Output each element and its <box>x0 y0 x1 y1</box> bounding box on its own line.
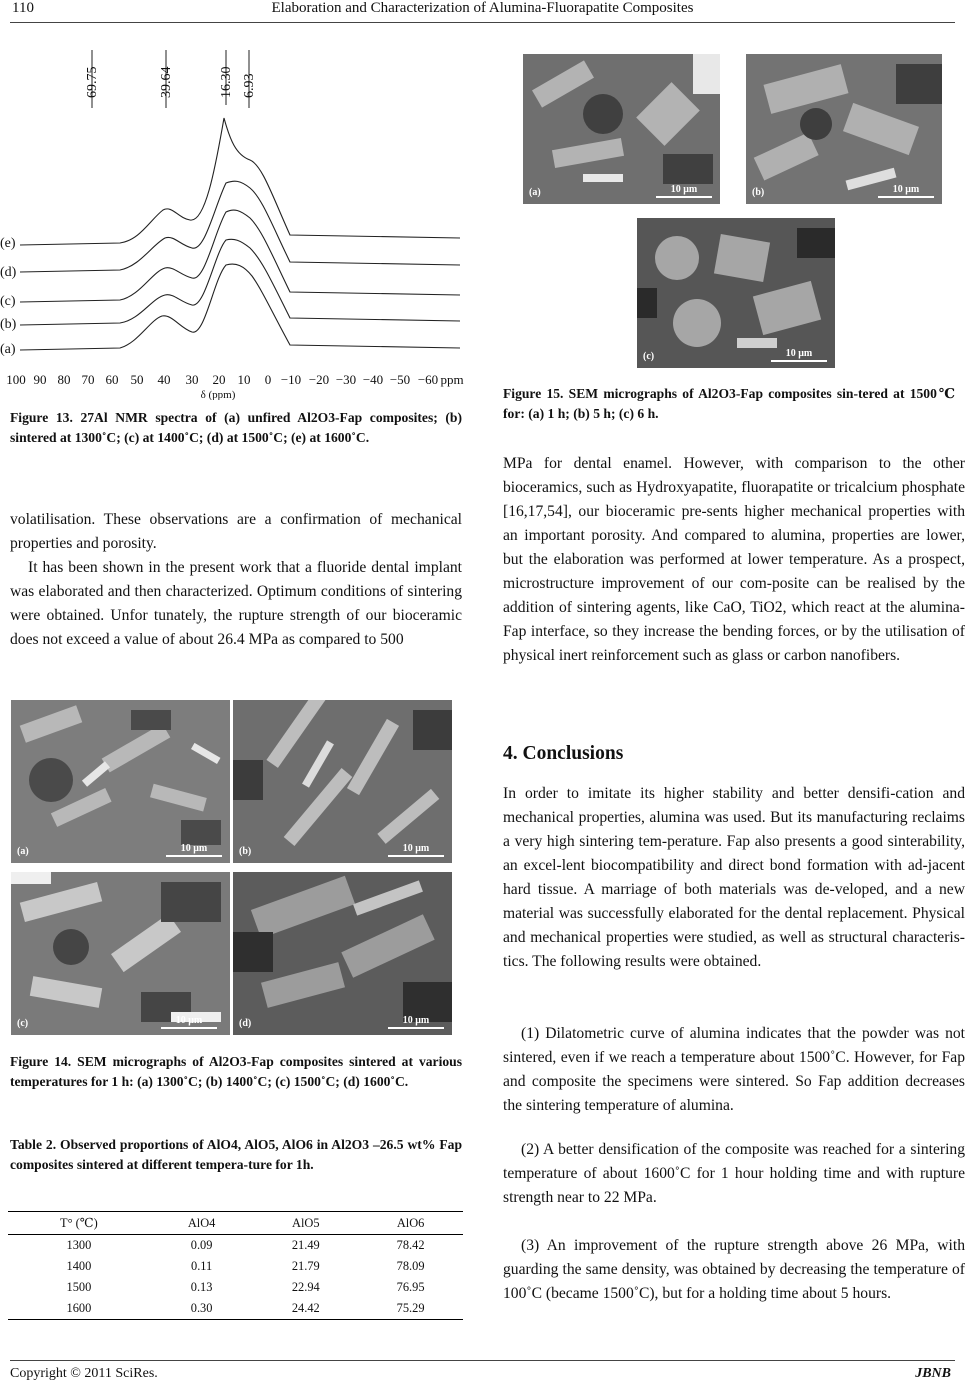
table-cell: 1500 <box>66 1280 92 1294</box>
x-tick: −20 <box>308 372 330 387</box>
table-row <box>8 1298 463 1320</box>
peak-label: 6.93 <box>242 73 257 98</box>
spectrum-d <box>20 181 460 272</box>
x-tick: −30 <box>335 372 357 387</box>
table-cell: 75.29 <box>358 1298 463 1320</box>
section-heading-conclusions: 4. Conclusions <box>503 743 624 764</box>
table-cell: 1600 <box>8 1298 150 1320</box>
curve-label: (e) <box>0 236 16 251</box>
spectrum-e <box>20 118 460 245</box>
figure-15-caption: Figure 15. SEM micrographs of Al2O3-Fap composites sin-tered at 1500℃ for: (a) 1 h; (b) 5 h; (c) 6 h. <box>503 386 955 421</box>
sem-panel-14a <box>11 700 230 863</box>
curve-label: (c) <box>0 294 16 309</box>
sem-panel-15a <box>523 54 720 204</box>
table-2 <box>8 1211 463 1320</box>
table-cell: 0.11 <box>191 1259 213 1273</box>
x-tick: −40 <box>362 372 384 387</box>
spectrum-a <box>20 264 460 350</box>
x-tick: 0 <box>264 372 272 387</box>
sem-panel-14b <box>233 700 452 863</box>
x-axis-label: δ (ppm) <box>200 389 236 400</box>
scale-bar: 10 μm <box>166 843 222 857</box>
table-cell: 21.49 <box>291 1238 320 1252</box>
table-header: AlO5 <box>253 1212 358 1235</box>
table-row <box>8 1277 463 1298</box>
scale-bar: 10 μm <box>656 184 712 198</box>
table-header: AlO6 <box>358 1212 463 1235</box>
panel-label: (c) <box>17 1018 29 1029</box>
table-cell: 24.42 <box>253 1298 358 1320</box>
scale-bar: 10 μm <box>388 843 444 857</box>
x-tick: 70 <box>81 372 95 387</box>
figure-13-nmr-spectra <box>0 40 470 400</box>
spectrum-b <box>20 239 460 325</box>
panel-label: (a) <box>529 187 541 198</box>
x-tick: −60 <box>417 372 439 387</box>
scale-bar: 10 μm <box>161 1015 217 1029</box>
x-tick: 10 <box>237 372 251 387</box>
x-tick: −50 <box>389 372 411 387</box>
table-cell: 78.09 <box>396 1259 425 1273</box>
conclusion-item-2: (2) A better densification of the composite was reached for a sintering temperature of about 1600˚C for 1 hour holding time and with rupture strength near to 22 MPa. <box>503 1141 965 1206</box>
nmr-plot <box>0 40 470 400</box>
x-tick: 40 <box>157 372 171 387</box>
x-tick: 100 <box>6 372 26 387</box>
x-tick: 50 <box>130 372 144 387</box>
table-cell: 0.30 <box>150 1298 254 1320</box>
sem-panel-14c <box>11 872 230 1035</box>
table-2-caption: Table 2. Observed proportions of AlO4, AlO5, AlO6 in Al2O3 –26.5 wt% Fap composites sintered at different tempera-ture for 1h. <box>10 1137 462 1172</box>
sem-panel-15c <box>637 218 835 368</box>
footer-rule <box>10 1360 955 1361</box>
panel-label: (d) <box>239 1018 252 1029</box>
panel-label: (a) <box>17 846 29 857</box>
panel-label: (b) <box>752 187 765 198</box>
spectrum-c <box>20 210 460 302</box>
peak-label: 69.75 <box>85 66 100 98</box>
figure-14-caption: Figure 14. SEM micrographs of Al2O3-Fap composites sintered at various temperatures for 1 h: (a) 1300˚C; (b) 1400˚C; (c) 1500˚C; (d) 1600˚C. <box>10 1054 462 1089</box>
peak-label: 16.30 <box>219 66 234 98</box>
x-tick: −10 <box>280 372 302 387</box>
scale-bar: 10 μm <box>771 348 827 362</box>
conclusion-item-1: (1) Dilatometric curve of alumina indicates that the powder was not sintered, even if we reach a temperature about 1500˚C. However, for Fap and composite the specimens were sintered. So Fap addition decreases the sintering temperature of alumina. <box>503 1025 965 1114</box>
x-tick: 90 <box>33 372 47 387</box>
table-header: AlO4 <box>150 1212 254 1235</box>
journal-name: JBNB <box>915 1366 951 1381</box>
table-cell: 78.42 <box>396 1238 425 1252</box>
right-paragraph-1: MPa for dental enamel. However, with comparison to the other bioceramics, such as Hydroxyapatite, fluorapatite or tricalcium phosphate [16,17,54], our bioceramic pre-sents higher mechanical properties with an important porosity. And compared to alumina, properties are lower, but the elaboration was performed at lower temperature. As a prospect, microstructure improvement of our com-posite can be realised by the addition of sintering agents, like CaO, TiO2, which react at the alumina-Fap interface, so they increase the bending forces, or by the utilisation of physical inert reinforcement such as glass or carbon nanofibers. <box>503 455 965 664</box>
page-number: 110 <box>12 0 34 16</box>
curve-label: (d) <box>0 265 17 280</box>
x-tick: ppm <box>440 372 464 387</box>
sem-panel-15b <box>746 54 942 204</box>
sem-panel-14d <box>233 872 452 1035</box>
conclusion-item-3: (3) An improvement of the rupture strength above 26 MPa, with guarding the same density, was obtained by decreasing the temperature of 100˚C (became 1500˚C), but for a holding time about 5 hours. <box>503 1237 965 1302</box>
table-header: T° (℃) <box>8 1212 150 1235</box>
running-title: Elaboration and Characterization of Alumina-Fluorapatite Composites <box>271 0 694 16</box>
table-cell: 1300 <box>66 1238 92 1252</box>
curve-label: (a) <box>0 342 16 357</box>
curve-label: (b) <box>0 317 17 332</box>
right-paragraph-2: In order to imitate its higher stability and better densifi-cation and mechanical properties, alumina was used. But its manufacturing reclaims a very high sintering tem-perature. Fap also presents a good sinterability, an excel-lent biocompatibility and direct bond formation with ad-jacent hard tissue. A marriage of both materials was de-veloped, and a new material was successfully elaborated for the dental replacement. Physical and mechanical properties were studied, as well as structural characteris-tics. The following results were obtained. <box>503 785 965 970</box>
table-cell: 0.09 <box>190 1238 213 1252</box>
copyright: Copyright © 2011 SciRes. <box>10 1366 158 1381</box>
table-header-row <box>8 1212 463 1235</box>
x-tick: 30 <box>185 372 199 387</box>
x-tick: 60 <box>105 372 119 387</box>
table-cell: 1400 <box>66 1259 92 1273</box>
peak-label: 39.64 <box>159 66 174 98</box>
panel-label: (c) <box>643 351 655 362</box>
scale-bar: 10 μm <box>878 184 934 198</box>
table-cell: 0.13 <box>190 1280 213 1294</box>
panel-label: (b) <box>239 846 252 857</box>
table-cell: 76.95 <box>396 1280 425 1294</box>
x-tick: 80 <box>57 372 71 387</box>
x-tick: 20 <box>212 372 226 387</box>
table-cell: 22.94 <box>291 1280 320 1294</box>
left-paragraph-2: It has been shown in the present work that a fluoride dental implant was elaborated and then characterized. Optimum conditions of sintering were obtained. Unfor tunately, the rupture strength of our bioceramic does not exceed a value of about 26.4 MPa as compared to 500 <box>10 559 462 648</box>
table-cell: 21.79 <box>291 1259 320 1273</box>
header-rule <box>10 22 955 23</box>
scale-bar: 10 μm <box>388 1015 444 1029</box>
table-row <box>8 1256 463 1277</box>
figure-13-caption: Figure 13. 27Al NMR spectra of (a) unfired Al2O3-Fap composites; (b) sintered at 1300˚C; (c) at 1400˚C; (d) at 1500˚C; (e) at 1600˚C. <box>10 410 462 445</box>
left-paragraph-1: volatilisation. These observations are a confirmation of mechanical properties and porosity. <box>10 511 462 552</box>
table-row <box>8 1235 463 1257</box>
